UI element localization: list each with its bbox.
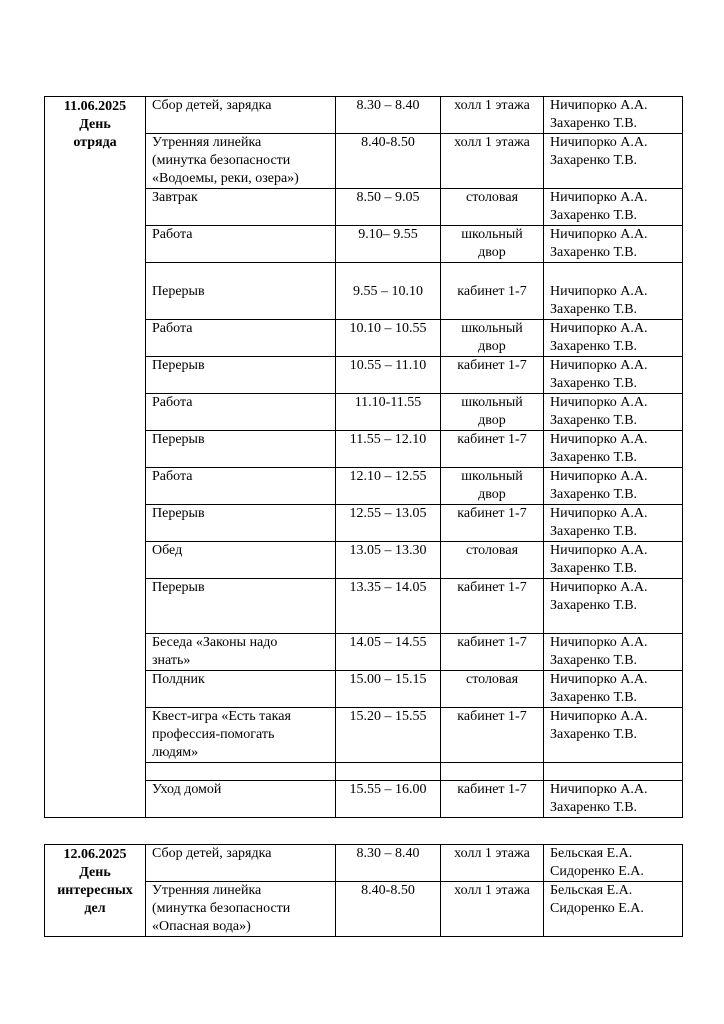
cell-line: школьный [461, 227, 523, 242]
activity-cell [146, 708, 336, 763]
place-cell [441, 468, 544, 505]
cell-line: Сбор детей, зарядка [152, 846, 272, 861]
cell-line: Ничипорко А.А. [550, 135, 648, 150]
cell-line: холл 1 этажа [454, 883, 530, 898]
responsible-cell [544, 708, 683, 763]
time-cell: 15.20 – 15.55 [336, 708, 441, 763]
cell-line: Захаренко Т.В. [550, 800, 638, 815]
activity-cell [146, 542, 336, 579]
responsible-cell [544, 226, 683, 263]
cell-line: двор [478, 245, 506, 260]
activity-cell [146, 505, 336, 542]
cell-line: людям» [152, 745, 199, 760]
time-cell: 8.30 – 8.40 [336, 97, 441, 134]
place-cell [441, 671, 544, 708]
cell-line: Перерыв [152, 506, 205, 521]
cell-line: Захаренко Т.В. [550, 561, 638, 576]
activity-cell [146, 845, 336, 882]
cell-line: Беседа «Законы надо [152, 635, 278, 650]
cell-line: День [79, 865, 111, 880]
cell-line: холл 1 этажа [454, 846, 530, 861]
cell-line: Бельская Е.А. [550, 883, 633, 898]
place-cell [441, 263, 544, 320]
cell-line: Захаренко Т.В. [550, 153, 638, 168]
cell-line: Уход домой [152, 782, 222, 797]
schedule-table-day-2 [44, 844, 683, 937]
activity-cell [146, 320, 336, 357]
place-cell [441, 431, 544, 468]
place-cell [441, 845, 544, 882]
time-cell: 8.40-8.50 [336, 134, 441, 189]
day-date: 12.06.2025 [63, 847, 127, 862]
time-cell: 8.40-8.50 [336, 882, 441, 937]
time-cell: 14.05 – 14.55 [336, 634, 441, 671]
cell-line: Ничипорко А.А. [550, 227, 648, 242]
cell-line: кабинет 1-7 [457, 506, 527, 521]
table-row [45, 845, 683, 882]
cell-line: Ничипорко А.А. [550, 782, 648, 797]
place-cell [441, 634, 544, 671]
cell-line: Ничипорко А.А. [550, 284, 648, 299]
place-cell [441, 505, 544, 542]
cell-line: (минутка безопасности [152, 153, 291, 168]
cell-line: Ничипорко А.А. [550, 432, 648, 447]
cell-line: Ничипорко А.А. [550, 709, 648, 724]
time-cell: 8.30 – 8.40 [336, 845, 441, 882]
cell-line: профессия-помогать [152, 727, 275, 742]
cell-line: Работа [152, 227, 193, 242]
empty-cell [146, 763, 336, 781]
responsible-cell [544, 357, 683, 394]
cell-line: Захаренко Т.В. [550, 339, 638, 354]
cell-line: Перерыв [152, 284, 205, 299]
cell-line: Перерыв [152, 580, 205, 595]
table-row [45, 97, 683, 134]
activity-cell [146, 97, 336, 134]
cell-line: Работа [152, 469, 193, 484]
cell-line: столовая [465, 672, 519, 687]
cell-line: Ничипорко А.А. [550, 506, 648, 521]
place-cell [441, 781, 544, 818]
responsible-cell [544, 189, 683, 226]
cell-line: Захаренко Т.В. [550, 413, 638, 428]
cell-line: Захаренко Т.В. [550, 524, 638, 539]
cell-line: интересных [57, 883, 133, 898]
time-cell: 12.10 – 12.55 [336, 468, 441, 505]
cell-line: Ничипорко А.А. [550, 635, 648, 650]
place-cell [441, 542, 544, 579]
cell-line: Сидоренко Е.А. [550, 864, 644, 879]
cell-line: школьный [461, 469, 523, 484]
cell-line: двор [478, 487, 506, 502]
cell-line: Захаренко Т.В. [550, 450, 638, 465]
responsible-cell [544, 394, 683, 431]
place-cell [441, 189, 544, 226]
cell-line: кабинет 1-7 [457, 782, 527, 797]
empty-cell [544, 763, 683, 781]
time-cell: 10.10 – 10.55 [336, 320, 441, 357]
cell-line: Ничипорко А.А. [550, 321, 648, 336]
responsible-cell [544, 671, 683, 708]
time-cell: 12.55 – 13.05 [336, 505, 441, 542]
activity-cell [146, 189, 336, 226]
cell-line: кабинет 1-7 [457, 709, 527, 724]
cell-line: двор [478, 339, 506, 354]
place-cell [441, 394, 544, 431]
cell-line: Захаренко Т.В. [550, 653, 638, 668]
responsible-cell [544, 320, 683, 357]
responsible-cell [544, 579, 683, 634]
cell-line: Захаренко Т.В. [550, 245, 638, 260]
time-cell: 11.10-11.55 [336, 394, 441, 431]
cell-line: Захаренко Т.В. [550, 690, 638, 705]
cell-line: Сидоренко Е.А. [550, 901, 644, 916]
cell-line: кабинет 1-7 [457, 635, 527, 650]
time-cell: 9.10– 9.55 [336, 226, 441, 263]
cell-line: Захаренко Т.В. [550, 302, 638, 317]
time-cell: 8.50 – 9.05 [336, 189, 441, 226]
cell-line: Ничипорко А.А. [550, 98, 648, 113]
cell-line: столовая [465, 190, 519, 205]
activity-cell [146, 579, 336, 634]
responsible-cell [544, 505, 683, 542]
responsible-cell [544, 263, 683, 320]
empty-cell [336, 763, 441, 781]
cell-line: Ничипорко А.А. [550, 469, 648, 484]
cell-line: Ничипорко А.А. [550, 358, 648, 373]
cell-line: «Опасная вода») [152, 919, 251, 934]
cell-line: знать» [152, 653, 191, 668]
cell-line: Ничипорко А.А. [550, 580, 648, 595]
place-cell [441, 97, 544, 134]
day-header-cell [45, 845, 146, 937]
place-cell [441, 579, 544, 634]
responsible-cell [544, 542, 683, 579]
place-cell [441, 357, 544, 394]
activity-cell [146, 468, 336, 505]
cell-line: «Водоемы, реки, озера») [152, 171, 299, 186]
responsible-cell [544, 634, 683, 671]
cell-line: кабинет 1-7 [457, 358, 527, 373]
cell-line: кабинет 1-7 [457, 432, 527, 447]
activity-cell [146, 357, 336, 394]
cell-line: школьный [461, 395, 523, 410]
time-cell: 13.05 – 13.30 [336, 542, 441, 579]
time-cell: 13.35 – 14.05 [336, 579, 441, 634]
cell-line: Бельская Е.А. [550, 846, 633, 861]
day-date: 11.06.2025 [63, 99, 127, 114]
cell-line: Захаренко Т.В. [550, 598, 638, 613]
activity-cell [146, 263, 336, 320]
cell-line: (минутка безопасности [152, 901, 291, 916]
empty-cell [441, 763, 544, 781]
place-cell [441, 708, 544, 763]
cell-line: двор [478, 413, 506, 428]
cell-line: Квест-игра «Есть такая [152, 709, 291, 724]
responsible-cell [544, 134, 683, 189]
cell-line: Ничипорко А.А. [550, 672, 648, 687]
cell-line: Захаренко Т.В. [550, 208, 638, 223]
cell-line: Обед [152, 543, 183, 558]
activity-cell [146, 882, 336, 937]
cell-line: Сбор детей, зарядка [152, 98, 272, 113]
activity-cell [146, 671, 336, 708]
schedule-table-day-1 [44, 96, 683, 818]
activity-cell [146, 394, 336, 431]
cell-line: столовая [465, 543, 519, 558]
cell-line: Перерыв [152, 432, 205, 447]
activity-cell [146, 781, 336, 818]
cell-line: Утренняя линейка [152, 135, 262, 150]
responsible-cell [544, 845, 683, 882]
cell-line: Захаренко Т.В. [550, 727, 638, 742]
time-cell: 15.55 – 16.00 [336, 781, 441, 818]
place-cell [441, 134, 544, 189]
cell-line: холл 1 этажа [454, 135, 530, 150]
cell-line: Завтрак [152, 190, 198, 205]
cell-line: Захаренко Т.В. [550, 376, 638, 391]
responsible-cell [544, 97, 683, 134]
place-cell [441, 882, 544, 937]
day-header-cell [45, 97, 146, 818]
activity-cell [146, 431, 336, 468]
activity-cell [146, 634, 336, 671]
cell-line: Полдник [152, 672, 205, 687]
cell-line: Утренняя линейка [152, 883, 262, 898]
activity-cell [146, 134, 336, 189]
cell-line: кабинет 1-7 [457, 580, 527, 595]
cell-line: Захаренко Т.В. [550, 487, 638, 502]
cell-line: День [79, 117, 111, 132]
cell-line: Захаренко Т.В. [550, 116, 638, 131]
cell-line: дел [84, 901, 106, 916]
place-cell [441, 226, 544, 263]
cell-line: отряда [73, 135, 117, 150]
cell-line: кабинет 1-7 [457, 284, 527, 299]
cell-line: Ничипорко А.А. [550, 395, 648, 410]
time-cell: 15.00 – 15.15 [336, 671, 441, 708]
place-cell [441, 320, 544, 357]
time-cell: 11.55 – 12.10 [336, 431, 441, 468]
responsible-cell [544, 781, 683, 818]
responsible-cell [544, 468, 683, 505]
responsible-cell [544, 882, 683, 937]
cell-line: Ничипорко А.А. [550, 543, 648, 558]
time-cell: 9.55 – 10.10 [336, 263, 441, 320]
cell-line: школьный [461, 321, 523, 336]
cell-line: Ничипорко А.А. [550, 190, 648, 205]
cell-line: Перерыв [152, 358, 205, 373]
time-cell: 10.55 – 11.10 [336, 357, 441, 394]
responsible-cell [544, 431, 683, 468]
cell-line: Работа [152, 395, 193, 410]
activity-cell [146, 226, 336, 263]
cell-line: Работа [152, 321, 193, 336]
cell-line: холл 1 этажа [454, 98, 530, 113]
